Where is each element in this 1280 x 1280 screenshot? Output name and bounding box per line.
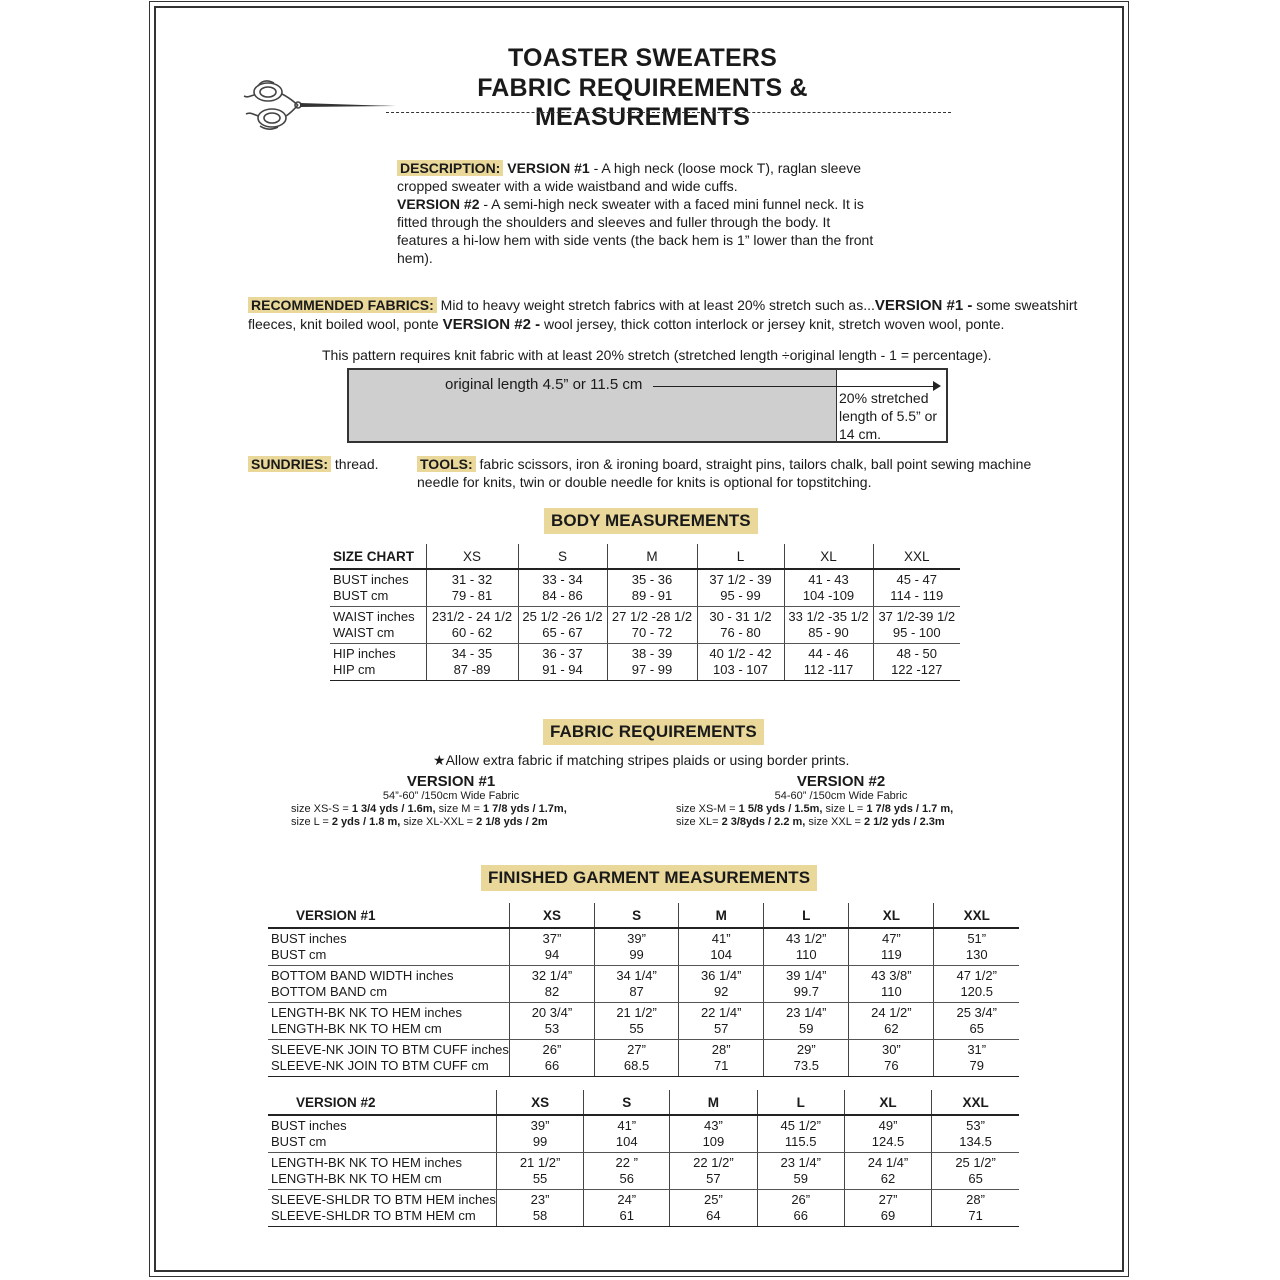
page-title: TOASTER SWEATERS xyxy=(508,44,777,72)
table-cell xyxy=(764,928,849,966)
recommended-v1-label: VERSION #1 - xyxy=(874,297,973,314)
body-measurements-table xyxy=(330,544,960,681)
row-label-line: HIP inches xyxy=(333,646,396,661)
cell-value: 114 - 119 xyxy=(890,588,944,603)
cell-value: 87 -89 xyxy=(453,662,491,677)
table-row xyxy=(268,1003,1019,1040)
cell-value: 47” xyxy=(881,931,901,946)
cell-value: 70 - 72 xyxy=(631,625,673,640)
cell-value: 84 - 86 xyxy=(542,588,583,603)
row-label-line: LENGTH-BK NK TO HEM cm xyxy=(271,1021,442,1036)
table-cell xyxy=(757,1115,844,1153)
cell-value: 122 -127 xyxy=(891,662,943,677)
size-header: S xyxy=(595,903,679,928)
table-cell xyxy=(844,1115,931,1153)
cell-value: 34 - 35 xyxy=(451,646,493,661)
table-cell xyxy=(595,966,679,1003)
cell-value: 64 xyxy=(706,1208,721,1223)
cell-value: 61 xyxy=(619,1208,634,1223)
cell-value: 112 -117 xyxy=(803,662,854,677)
row-label-line: LENGTH-BK NK TO HEM inches xyxy=(271,1155,462,1170)
row-label xyxy=(268,1153,496,1190)
description-v1-label: VERSION #1 xyxy=(507,160,590,176)
cell-value: 23” xyxy=(530,1192,550,1207)
title-divider xyxy=(386,112,951,113)
cell-value: 22 1/2” xyxy=(693,1155,734,1170)
row-label-line: SLEEVE-SHLDR TO BTM HEM inches xyxy=(271,1192,496,1207)
table-cell xyxy=(607,644,697,681)
finished-v1-table xyxy=(268,903,1019,1077)
cell-value: 71 xyxy=(968,1208,983,1223)
cell-value: 25 3/4” xyxy=(956,1005,997,1020)
fabric-requirements-heading: FABRIC REQUIREMENTS xyxy=(543,719,764,745)
stretch-diagram xyxy=(347,368,948,443)
stretch-arrow-line xyxy=(653,386,935,387)
table-cell xyxy=(932,1190,1019,1227)
table-cell xyxy=(757,1190,844,1227)
cell-value: 45 - 47 xyxy=(896,572,937,587)
table-cell xyxy=(697,569,784,607)
cell-value: 24 1/4” xyxy=(867,1155,909,1170)
table-cell xyxy=(595,1040,679,1077)
table-cell xyxy=(496,1153,583,1190)
cell-value: 41 - 43 xyxy=(808,572,849,587)
size-header: XS xyxy=(496,1090,583,1115)
cell-value: 26” xyxy=(791,1192,811,1207)
cell-value: 66 xyxy=(544,1058,560,1073)
cell-value: 95 - 99 xyxy=(720,588,761,603)
fabric-version-1 xyxy=(291,773,611,829)
table-cell xyxy=(849,928,934,966)
finished-v2-table xyxy=(268,1090,1019,1227)
size-chart-label: SIZE CHART xyxy=(330,544,426,569)
table-row xyxy=(268,928,1019,966)
cell-value: 76 - 80 xyxy=(720,625,761,640)
table-cell xyxy=(670,1190,757,1227)
table-cell xyxy=(764,966,849,1003)
cell-value: 120.5 xyxy=(960,984,993,999)
row-label-line: BUST cm xyxy=(271,1134,327,1149)
finished-v2-header xyxy=(268,1090,1019,1115)
table-cell xyxy=(584,1190,670,1227)
fabric-v2-line1: size XS-M = 1 5/8 yds / 1.5m, size L = 1 7/8 yds / 1.7 m, xyxy=(676,803,954,815)
size-header: S xyxy=(518,544,607,569)
table-cell xyxy=(670,1153,757,1190)
cell-value: 22 1/4” xyxy=(700,1005,742,1020)
size-header: L xyxy=(764,903,849,928)
cell-value: 21 1/2” xyxy=(616,1005,657,1020)
row-label-line: LENGTH-BK NK TO HEM inches xyxy=(271,1005,462,1020)
cell-value: 28” xyxy=(711,1042,731,1057)
cell-value: 48 - 50 xyxy=(896,646,937,661)
table-cell xyxy=(518,569,607,607)
cell-value: 104 -109 xyxy=(802,588,855,603)
size-header: XS xyxy=(426,544,518,569)
table-cell xyxy=(679,1040,764,1077)
cell-value: 33 - 34 xyxy=(542,572,583,587)
cell-value: 45 1/2” xyxy=(780,1118,821,1133)
cell-value: 124.5 xyxy=(871,1134,905,1149)
cell-value: 110 xyxy=(881,984,902,999)
table-cell xyxy=(679,966,764,1003)
finished-v1-header xyxy=(268,903,1019,928)
table-cell xyxy=(849,1040,934,1077)
original-length-label: original length 4.5” or 11.5 cm xyxy=(445,376,643,393)
fabric-v1-width: 54”-60” /150cm Wide Fabric xyxy=(382,790,520,802)
cell-value: 24” xyxy=(617,1192,637,1207)
tools-text: fabric scissors, iron & ironing board, straight pins, tailors chalk, ball point sewing machine needle for knits, twin or double needle for knits is optional for topstitching. xyxy=(417,456,1032,490)
cell-value: 37” xyxy=(542,931,562,946)
table-cell xyxy=(496,1115,583,1153)
size-header: S xyxy=(584,1090,670,1115)
table-row xyxy=(330,644,960,681)
table-cell xyxy=(584,1153,670,1190)
row-label xyxy=(268,928,509,966)
cell-value: 94 xyxy=(544,947,560,962)
table-cell xyxy=(784,607,873,644)
cell-value: 92 xyxy=(713,984,729,999)
table-cell xyxy=(934,1003,1019,1040)
cell-value: 55 xyxy=(629,1021,644,1036)
row-label xyxy=(330,569,426,607)
table-cell xyxy=(426,569,518,607)
cell-value: 130 xyxy=(965,947,988,962)
table-row xyxy=(268,1153,1019,1190)
cell-value: 59 xyxy=(793,1171,808,1186)
description-v1-text: - A high neck (loose mock T), raglan sleeve cropped sweater with a wide waistband and wide cuffs. xyxy=(397,160,862,194)
recommended-text-2: some sweatshirt fleeces, knit boiled wool, ponte xyxy=(248,297,1078,332)
size-header: XL xyxy=(849,903,934,928)
table-cell xyxy=(844,1190,931,1227)
table-cell xyxy=(873,569,960,607)
row-label-line: SLEEVE-SHLDR TO BTM HEM cm xyxy=(271,1208,476,1223)
cell-value: 57 xyxy=(706,1171,721,1186)
finished-measurements-heading: FINISHED GARMENT MEASUREMENTS xyxy=(481,865,817,891)
cell-value: 30 - 31 1/2 xyxy=(709,609,772,624)
fabric-note xyxy=(433,752,849,769)
recommended-text-1: Mid to heavy weight stretch fabrics with at least 20% stretch such as... xyxy=(436,297,875,313)
cell-value: 87 xyxy=(629,984,644,999)
size-header: L xyxy=(757,1090,844,1115)
row-label-line: LENGTH-BK NK TO HEM cm xyxy=(271,1171,442,1186)
size-header: XXL xyxy=(873,544,960,569)
recommended-text-3: wool jersey, thick cotton interlock or jersey knit, stretch woven wool, ponte. xyxy=(540,316,1005,332)
row-label xyxy=(268,966,509,1003)
row-label-line: BOTTOM BAND cm xyxy=(271,984,388,999)
cell-value: 119 xyxy=(881,947,902,962)
cell-value: 66 xyxy=(793,1208,808,1223)
table-cell xyxy=(764,1003,849,1040)
cell-value: 39” xyxy=(627,931,646,946)
recommended-fabrics-paragraph xyxy=(248,296,1088,334)
cell-value: 103 - 107 xyxy=(713,662,768,677)
cell-value: 27” xyxy=(878,1192,898,1207)
table-cell xyxy=(584,1115,670,1153)
row-label-line: WAIST cm xyxy=(333,625,395,640)
fabric-v2-title: VERSION #2 xyxy=(796,773,886,790)
cell-value: 68.5 xyxy=(623,1058,650,1073)
table-cell xyxy=(873,644,960,681)
cell-value: 134.5 xyxy=(959,1134,992,1149)
table-cell xyxy=(932,1115,1019,1153)
cell-value: 35 - 36 xyxy=(631,572,673,587)
table-cell xyxy=(518,644,607,681)
table-row xyxy=(268,1115,1019,1153)
cell-value: 58 xyxy=(532,1208,548,1223)
table-cell xyxy=(509,928,594,966)
cell-value: 29” xyxy=(796,1042,816,1057)
cell-value: 65 xyxy=(969,1021,984,1036)
table-cell xyxy=(849,966,934,1003)
row-label-line: WAIST inches xyxy=(333,609,415,624)
cell-value: 49” xyxy=(878,1118,898,1133)
size-header: M xyxy=(670,1090,757,1115)
size-header: XXL xyxy=(934,903,1019,928)
size-header: M xyxy=(679,903,764,928)
cell-value: 40 1/2 - 42 xyxy=(709,646,772,661)
cell-value: 39 1/4” xyxy=(786,968,827,983)
table-cell xyxy=(509,1040,594,1077)
cell-value: 25 1/2 -26 1/2 xyxy=(522,609,603,624)
cell-value: 57 xyxy=(713,1021,729,1036)
cell-value: 76 xyxy=(884,1058,899,1073)
table-cell xyxy=(697,644,784,681)
cell-value: 39” xyxy=(530,1118,550,1133)
table-cell xyxy=(670,1115,757,1153)
cell-value: 62 xyxy=(880,1171,896,1186)
cell-value: 43 1/2” xyxy=(786,931,827,946)
cell-value: 37 1/2-39 1/2 xyxy=(878,609,956,624)
cell-value: 79 xyxy=(969,1058,984,1073)
cell-value: 73.5 xyxy=(793,1058,819,1073)
cell-value: 59 xyxy=(799,1021,814,1036)
cell-value: 20 3/4” xyxy=(531,1005,573,1020)
version-1-label: VERSION #1 xyxy=(268,903,509,928)
row-label xyxy=(268,1115,496,1153)
table-cell xyxy=(764,1040,849,1077)
cell-value: 104 xyxy=(615,1134,638,1149)
fabric-v1-title: VERSION #1 xyxy=(406,773,496,790)
cell-value: 99 xyxy=(532,1134,548,1149)
cell-value: 91 - 94 xyxy=(542,662,583,677)
fabric-version-2 xyxy=(676,773,1006,829)
fabric-note-text: Allow extra fabric if matching stripes plaids or using border prints. xyxy=(445,752,850,768)
cell-value: 33 1/2 -35 1/2 xyxy=(788,609,869,624)
tools-paragraph xyxy=(417,455,1057,491)
cell-value: 82 xyxy=(544,984,560,999)
table-cell xyxy=(934,1040,1019,1077)
cell-value: 95 - 100 xyxy=(892,625,941,640)
recommended-label: RECOMMENDED FABRICS: xyxy=(248,297,437,313)
table-row xyxy=(268,966,1019,1003)
body-table-header xyxy=(330,544,960,569)
sundries-label: SUNDRIES: xyxy=(248,456,331,472)
cell-value: 27” xyxy=(627,1042,646,1057)
cell-value: 41” xyxy=(617,1118,637,1133)
cell-value: 36 - 37 xyxy=(542,646,583,661)
table-cell xyxy=(757,1153,844,1190)
table-cell xyxy=(607,607,697,644)
body-measurements-heading: BODY MEASUREMENTS xyxy=(544,508,758,534)
stretch-requirement: This pattern requires knit fabric with at least 20% stretch (stretched length ÷original length - 1 = percentage). xyxy=(322,347,992,363)
cell-value: 31” xyxy=(967,1042,987,1057)
table-cell xyxy=(509,966,594,1003)
table-cell xyxy=(679,1003,764,1040)
cell-value: 231/2 - 24 1/2 xyxy=(431,609,513,624)
cell-value: 85 - 90 xyxy=(808,625,849,640)
cell-value: 23 1/4” xyxy=(786,1005,827,1020)
size-header: XS xyxy=(509,903,594,928)
fabric-v1-line1: size XS-S = 1 3/4 yds / 1.6m, size M = 1 7/8 yds / 1.7m, xyxy=(291,803,567,815)
cell-value: 99 xyxy=(629,947,644,962)
cell-value: 99.7 xyxy=(793,984,819,999)
table-cell xyxy=(849,1003,934,1040)
table-cell xyxy=(595,928,679,966)
fabric-v2-line2: size XL= 2 3/8yds / 2.2 m, size XXL = 2 1/2 yds / 2.3m xyxy=(676,816,945,828)
table-cell xyxy=(595,1003,679,1040)
tools-label: TOOLS: xyxy=(417,456,476,472)
cell-value: 79 - 81 xyxy=(451,588,493,603)
cell-value: 115.5 xyxy=(784,1134,817,1149)
cell-value: 62 xyxy=(884,1021,899,1036)
table-cell xyxy=(934,966,1019,1003)
table-cell xyxy=(518,607,607,644)
table-row xyxy=(330,607,960,644)
description-paragraph xyxy=(397,159,877,267)
cell-value: 110 xyxy=(795,947,817,962)
description-v2-text: - A semi-high neck sweater with a faced mini funnel neck. It is fitted through the shoulders and sleeves and fuller through the body. It features a hi-low hem with side vents (the back hem is 1” lower than the front hem). xyxy=(397,196,874,266)
cell-value: 71 xyxy=(713,1058,729,1073)
cell-value: 28” xyxy=(966,1192,985,1207)
cell-value: 89 - 91 xyxy=(631,588,673,603)
size-header: XL xyxy=(784,544,873,569)
row-label xyxy=(330,607,426,644)
table-cell xyxy=(607,569,697,607)
cell-value: 22 ” xyxy=(615,1155,638,1170)
cell-value: 21 1/2” xyxy=(519,1155,561,1170)
cell-value: 53” xyxy=(966,1118,985,1133)
row-label xyxy=(330,644,426,681)
stretched-length-label: 20% stretched length of 5.5” or 14 cm. xyxy=(839,390,938,442)
row-label-line: BUST cm xyxy=(271,947,327,962)
cell-value: 60 - 62 xyxy=(451,625,493,640)
cell-value: 56 xyxy=(619,1171,634,1186)
table-cell xyxy=(934,928,1019,966)
cell-value: 31 - 32 xyxy=(451,572,493,587)
cell-value: 27 1/2 -28 1/2 xyxy=(611,609,693,624)
row-label xyxy=(268,1003,509,1040)
table-row xyxy=(330,569,960,607)
row-label-line: SLEEVE-NK JOIN TO BTM CUFF inches xyxy=(271,1042,509,1057)
table-cell xyxy=(697,607,784,644)
table-cell xyxy=(679,928,764,966)
cell-value: 55 xyxy=(532,1171,548,1186)
table-cell xyxy=(844,1153,931,1190)
cell-value: 41” xyxy=(711,931,731,946)
cell-value: 38 - 39 xyxy=(631,646,673,661)
star-icon: ★ xyxy=(433,752,446,768)
cell-value: 37 1/2 - 39 xyxy=(709,572,772,587)
size-header: XL xyxy=(844,1090,931,1115)
size-header: M xyxy=(607,544,697,569)
cell-value: 47 1/2” xyxy=(956,968,997,983)
row-label-line: BUST inches xyxy=(271,931,347,946)
row-label-line: HIP cm xyxy=(333,662,376,677)
cell-value: 30” xyxy=(881,1042,901,1057)
cell-value: 109 xyxy=(702,1134,725,1149)
version-2-label: VERSION #2 xyxy=(268,1090,496,1115)
sundries-text: thread. xyxy=(331,456,379,472)
row-label xyxy=(268,1040,509,1077)
cell-value: 65 xyxy=(968,1171,983,1186)
row-label-line: BUST inches xyxy=(271,1118,347,1133)
cell-value: 25” xyxy=(704,1192,723,1207)
cell-value: 23 1/4” xyxy=(780,1155,821,1170)
description-v2-label: VERSION #2 xyxy=(397,196,480,212)
table-cell xyxy=(873,607,960,644)
fabric-v2-width: 54-60” /150cm Wide Fabric xyxy=(774,790,908,802)
recommended-v2-label: VERSION #2 - xyxy=(442,316,541,333)
cell-value: 36 1/4” xyxy=(700,968,742,983)
row-label xyxy=(268,1190,496,1227)
scissors-icon xyxy=(238,76,398,132)
cell-value: 32 1/4” xyxy=(531,968,573,983)
cell-value: 53 xyxy=(544,1021,560,1036)
cell-value: 26” xyxy=(542,1042,562,1057)
size-header: XXL xyxy=(932,1090,1019,1115)
table-cell xyxy=(784,644,873,681)
table-row xyxy=(268,1190,1019,1227)
description-label: DESCRIPTION: xyxy=(397,160,503,176)
size-header: L xyxy=(697,544,784,569)
table-cell xyxy=(784,569,873,607)
page-subtitle: FABRIC REQUIREMENTS & MEASUREMENTS xyxy=(477,74,808,131)
cell-value: 25 1/2” xyxy=(955,1155,996,1170)
table-cell xyxy=(496,1190,583,1227)
cell-value: 44 - 46 xyxy=(808,646,849,661)
cell-value: 69 xyxy=(880,1208,896,1223)
table-row xyxy=(268,1040,1019,1077)
cell-value: 104 xyxy=(710,947,733,962)
fabric-v1-line2: size L = 2 yds / 1.8 m, size XL-XXL = 2 1/8 yds / 2m xyxy=(291,816,548,828)
cell-value: 24 1/2” xyxy=(871,1005,912,1020)
row-label-line: BOTTOM BAND WIDTH inches xyxy=(271,968,454,983)
table-cell xyxy=(509,1003,594,1040)
table-cell xyxy=(426,644,518,681)
table-cell xyxy=(932,1153,1019,1190)
cell-value: 65 - 67 xyxy=(542,625,583,640)
cell-value: 34 1/4” xyxy=(616,968,657,983)
cell-value: 51” xyxy=(967,931,987,946)
row-label-line: BUST inches xyxy=(333,572,409,587)
cell-value: 97 - 99 xyxy=(631,662,673,677)
row-label-line: BUST cm xyxy=(333,588,389,603)
sundries-paragraph xyxy=(248,455,408,473)
row-label-line: SLEEVE-NK JOIN TO BTM CUFF cm xyxy=(271,1058,489,1073)
cell-value: 43” xyxy=(704,1118,723,1133)
table-cell xyxy=(426,607,518,644)
cell-value: 43 3/8” xyxy=(871,968,912,983)
